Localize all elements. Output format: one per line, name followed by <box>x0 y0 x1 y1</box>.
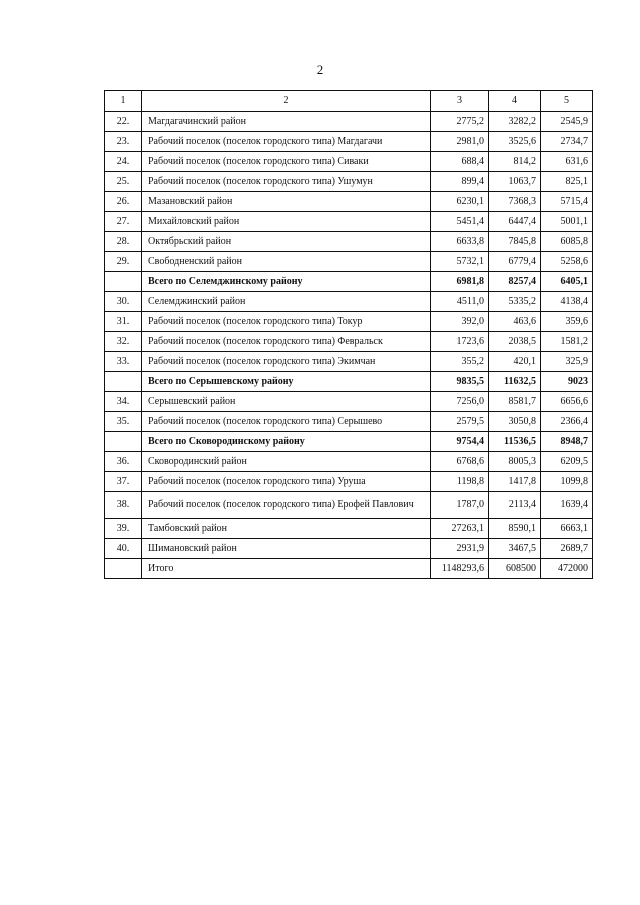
row-value-col4: 8257,4 <box>489 272 541 292</box>
row-value-col5: 8948,7 <box>541 432 593 452</box>
row-value-col5: 2545,9 <box>541 112 593 132</box>
row-value-col4: 8581,7 <box>489 392 541 412</box>
row-value-col5: 325,9 <box>541 352 593 372</box>
row-value-col4: 3467,5 <box>489 539 541 559</box>
row-number: 40. <box>105 539 142 559</box>
row-value-col4: 11536,5 <box>489 432 541 452</box>
row-value-col3: 6230,1 <box>431 192 489 212</box>
header-col-2: 2 <box>142 91 431 112</box>
row-name: Всего по Селемджинскому району <box>142 272 431 292</box>
row-name: Рабочий поселок (поселок городского типа) Ушумун <box>142 172 431 192</box>
table-row <box>105 212 593 232</box>
row-value-col4: 6447,4 <box>489 212 541 232</box>
row-name: Рабочий поселок (поселок городского типа) Ерофей Павлович <box>142 492 431 519</box>
row-number: 39. <box>105 519 142 539</box>
header-col-4: 4 <box>489 91 541 112</box>
table-body <box>105 91 593 579</box>
row-value-col3: 1787,0 <box>431 492 489 519</box>
row-value-col4: 6779,4 <box>489 252 541 272</box>
budget-table <box>104 90 593 579</box>
row-value-col3: 6633,8 <box>431 232 489 252</box>
row-value-col4: 608500 <box>489 559 541 579</box>
row-number <box>105 559 142 579</box>
row-number: 37. <box>105 472 142 492</box>
table-row <box>105 332 593 352</box>
row-name: Шимановский район <box>142 539 431 559</box>
row-value-col3: 9835,5 <box>431 372 489 392</box>
row-name: Всего по Серышевскому району <box>142 372 431 392</box>
row-value-col5: 631,6 <box>541 152 593 172</box>
row-number: 32. <box>105 332 142 352</box>
row-number: 30. <box>105 292 142 312</box>
table-row <box>105 492 593 519</box>
row-value-col5: 4138,4 <box>541 292 593 312</box>
subtotal-row <box>105 272 593 292</box>
row-number: 35. <box>105 412 142 432</box>
table-row <box>105 232 593 252</box>
row-value-col4: 5335,2 <box>489 292 541 312</box>
table-row <box>105 392 593 412</box>
row-name: Всего по Сковородинскому району <box>142 432 431 452</box>
subtotal-row <box>105 432 593 452</box>
row-name: Итого <box>142 559 431 579</box>
row-number: 24. <box>105 152 142 172</box>
row-value-col5: 5258,6 <box>541 252 593 272</box>
row-name: Рабочий поселок (поселок городского типа) Сиваки <box>142 152 431 172</box>
row-name: Октябрьский район <box>142 232 431 252</box>
header-row <box>105 91 593 112</box>
row-value-col5: 1581,2 <box>541 332 593 352</box>
row-value-col5: 5001,1 <box>541 212 593 232</box>
row-number: 28. <box>105 232 142 252</box>
table-row <box>105 172 593 192</box>
row-value-col5: 6405,1 <box>541 272 593 292</box>
row-number <box>105 372 142 392</box>
row-value-col5: 6085,8 <box>541 232 593 252</box>
row-value-col3: 1148293,6 <box>431 559 489 579</box>
row-name: Магдагачинский район <box>142 112 431 132</box>
row-name: Мазановский район <box>142 192 431 212</box>
row-value-col3: 1198,8 <box>431 472 489 492</box>
row-value-col3: 2931,9 <box>431 539 489 559</box>
row-value-col4: 8590,1 <box>489 519 541 539</box>
row-value-col4: 1417,8 <box>489 472 541 492</box>
row-number: 25. <box>105 172 142 192</box>
row-number: 33. <box>105 352 142 372</box>
row-number: 27. <box>105 212 142 232</box>
row-value-col3: 899,4 <box>431 172 489 192</box>
table-row <box>105 539 593 559</box>
row-value-col4: 3050,8 <box>489 412 541 432</box>
row-number: 31. <box>105 312 142 332</box>
row-name: Михайловский район <box>142 212 431 232</box>
total-row <box>105 559 593 579</box>
row-number <box>105 432 142 452</box>
row-number: 36. <box>105 452 142 472</box>
row-name: Рабочий поселок (поселок городского типа) Уруша <box>142 472 431 492</box>
row-value-col4: 3525,6 <box>489 132 541 152</box>
row-number <box>105 272 142 292</box>
table-row <box>105 312 593 332</box>
row-value-col3: 9754,4 <box>431 432 489 452</box>
row-value-col4: 814,2 <box>489 152 541 172</box>
row-value-col4: 463,6 <box>489 312 541 332</box>
row-value-col3: 355,2 <box>431 352 489 372</box>
row-number: 26. <box>105 192 142 212</box>
row-value-col3: 27263,1 <box>431 519 489 539</box>
row-value-col3: 2579,5 <box>431 412 489 432</box>
row-value-col3: 1723,6 <box>431 332 489 352</box>
row-number: 38. <box>105 492 142 519</box>
row-value-col3: 5732,1 <box>431 252 489 272</box>
row-value-col3: 6981,8 <box>431 272 489 292</box>
row-name: Рабочий поселок (поселок городского типа) Магдагачи <box>142 132 431 152</box>
table-row <box>105 152 593 172</box>
row-value-col5: 6209,5 <box>541 452 593 472</box>
row-value-col5: 2366,4 <box>541 412 593 432</box>
header-col-5: 5 <box>541 91 593 112</box>
page-number: 2 <box>316 62 324 77</box>
row-name: Тамбовский район <box>142 519 431 539</box>
row-name: Серышевский район <box>142 392 431 412</box>
table-row <box>105 252 593 272</box>
row-value-col3: 2775,2 <box>431 112 489 132</box>
table-row <box>105 132 593 152</box>
subtotal-row <box>105 372 593 392</box>
row-number: 22. <box>105 112 142 132</box>
row-name: Рабочий поселок (поселок городского типа) Токур <box>142 312 431 332</box>
table-row <box>105 452 593 472</box>
table-row <box>105 519 593 539</box>
row-value-col3: 6768,6 <box>431 452 489 472</box>
table-row <box>105 472 593 492</box>
table-row <box>105 352 593 372</box>
row-value-col5: 1639,4 <box>541 492 593 519</box>
row-value-col3: 7256,0 <box>431 392 489 412</box>
row-value-col3: 4511,0 <box>431 292 489 312</box>
row-value-col4: 7845,8 <box>489 232 541 252</box>
header-col-3: 3 <box>431 91 489 112</box>
row-name: Сковородинский район <box>142 452 431 472</box>
row-value-col5: 1099,8 <box>541 472 593 492</box>
row-value-col5: 9023 <box>541 372 593 392</box>
row-name: Рабочий поселок (поселок городского типа) Экимчан <box>142 352 431 372</box>
table-row <box>105 292 593 312</box>
row-value-col4: 2038,5 <box>489 332 541 352</box>
table-row <box>105 112 593 132</box>
row-value-col4: 7368,3 <box>489 192 541 212</box>
row-name: Рабочий поселок (поселок городского типа) Серышево <box>142 412 431 432</box>
row-number: 23. <box>105 132 142 152</box>
row-value-col5: 6656,6 <box>541 392 593 412</box>
table-row <box>105 412 593 432</box>
row-value-col4: 8005,3 <box>489 452 541 472</box>
row-value-col4: 2113,4 <box>489 492 541 519</box>
row-value-col3: 5451,4 <box>431 212 489 232</box>
row-value-col3: 2981,0 <box>431 132 489 152</box>
table-row <box>105 192 593 212</box>
row-value-col4: 1063,7 <box>489 172 541 192</box>
row-value-col5: 472000 <box>541 559 593 579</box>
row-value-col5: 2734,7 <box>541 132 593 152</box>
row-value-col4: 11632,5 <box>489 372 541 392</box>
row-name: Рабочий поселок (поселок городского типа) Февральск <box>142 332 431 352</box>
row-value-col3: 392,0 <box>431 312 489 332</box>
row-name: Свободненский район <box>142 252 431 272</box>
row-value-col4: 420,1 <box>489 352 541 372</box>
row-value-col5: 6663,1 <box>541 519 593 539</box>
row-value-col5: 359,6 <box>541 312 593 332</box>
row-value-col5: 5715,4 <box>541 192 593 212</box>
row-value-col5: 2689,7 <box>541 539 593 559</box>
header-col-1: 1 <box>105 91 142 112</box>
row-value-col3: 688,4 <box>431 152 489 172</box>
row-number: 29. <box>105 252 142 272</box>
row-value-col5: 825,1 <box>541 172 593 192</box>
row-value-col4: 3282,2 <box>489 112 541 132</box>
row-name: Селемджинский район <box>142 292 431 312</box>
row-number: 34. <box>105 392 142 412</box>
